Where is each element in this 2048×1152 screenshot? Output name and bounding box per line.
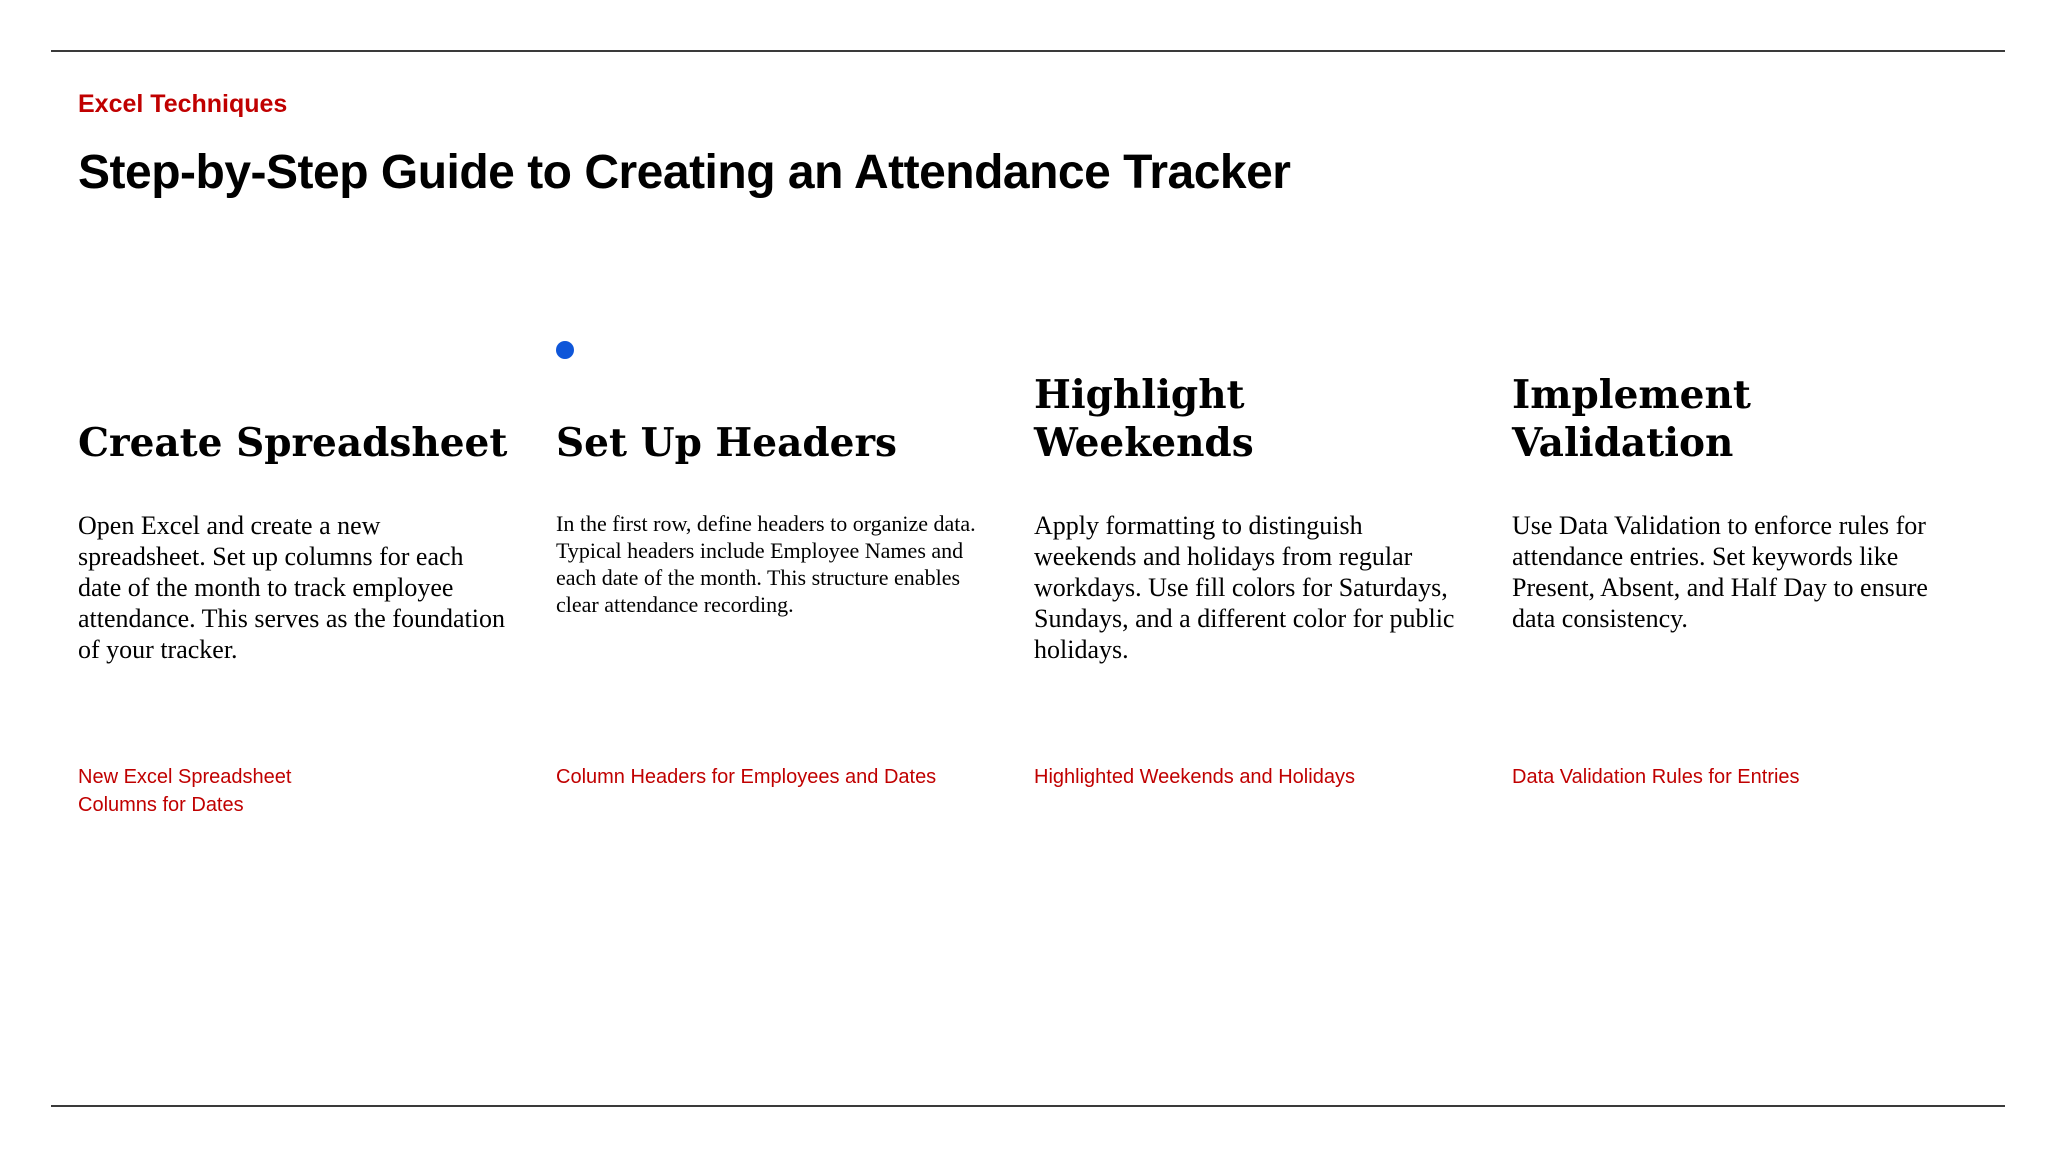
caption-line: Highlighted Weekends and Holidays bbox=[1034, 766, 1355, 788]
step-caption bbox=[1512, 763, 1952, 791]
step-heading: Highlight Weekends bbox=[1034, 372, 1254, 466]
step-column-set-up-headers bbox=[556, 360, 996, 830]
bottom-divider bbox=[51, 1105, 2005, 1107]
step-column-implement-validation bbox=[1512, 360, 1952, 830]
step-description: Apply formatting to distinguish weekends and holidays from regular workdays. Use fill colors for Saturdays, Sundays, and a different color for public holidays. bbox=[1034, 511, 1455, 664]
step-heading: Set Up Headers bbox=[556, 420, 897, 466]
page-title: Step-by-Step Guide to Creating an Attendance Tracker bbox=[78, 146, 1291, 199]
step-caption bbox=[1034, 763, 1474, 791]
caption-line: New Excel Spreadsheet bbox=[78, 766, 292, 788]
step-description: In the first row, define headers to organize data. Typical headers include Employee Names and each date of the month. This structure enables clear attendance recording. bbox=[556, 511, 976, 617]
caption-line: Column Headers for Employees and Dates bbox=[556, 766, 937, 788]
step-column-highlight-weekends bbox=[1034, 360, 1474, 830]
section-eyebrow: Excel Techniques bbox=[78, 90, 288, 118]
caption-line: Data Validation Rules for Entries bbox=[1512, 766, 1800, 788]
step-description: Use Data Validation to enforce rules for attendance entries. Set keywords like Present, Absent, and Half Day to ensure data consistency. bbox=[1512, 511, 1928, 633]
top-divider bbox=[51, 50, 2005, 52]
step-column-create-spreadsheet bbox=[78, 360, 518, 830]
step-caption bbox=[78, 763, 518, 819]
step-heading: Create Spreadsheet bbox=[78, 420, 508, 466]
step-description: Open Excel and create a new spreadsheet. Set up columns for each date of the month to track employee attendance. This serves as the foundation of your tracker. bbox=[78, 511, 505, 664]
bullet-marker-icon bbox=[556, 341, 574, 359]
step-caption bbox=[556, 763, 996, 791]
step-heading: Implement Validation bbox=[1512, 372, 1751, 466]
caption-line: Columns for Dates bbox=[78, 794, 244, 816]
